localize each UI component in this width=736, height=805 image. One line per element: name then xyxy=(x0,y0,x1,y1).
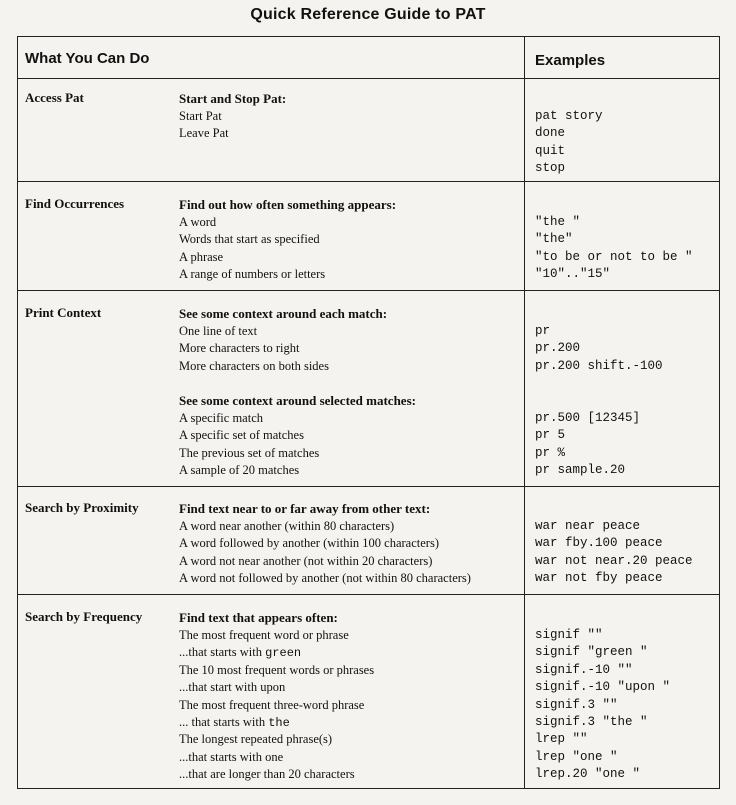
group-heading: Start and Stop Pat: xyxy=(179,91,287,106)
row-description-text: ...that starts with xyxy=(179,645,266,660)
table-row xyxy=(179,160,719,177)
row-example: lrep "" xyxy=(535,732,588,747)
row-description xyxy=(179,731,332,748)
row-description-text: The previous set of matches xyxy=(179,445,320,460)
row-example: signif "green " xyxy=(535,645,648,660)
table-row xyxy=(179,445,719,462)
section-group xyxy=(179,90,719,178)
row-description xyxy=(179,125,229,142)
table-row xyxy=(179,570,719,587)
table-header xyxy=(18,37,719,79)
table-row xyxy=(179,731,719,748)
row-description xyxy=(179,644,301,662)
row-description xyxy=(179,679,285,696)
row-description xyxy=(179,553,432,570)
row-description-text: The most frequent word or phrase xyxy=(179,628,349,642)
table-row xyxy=(179,143,719,160)
row-example: war not near.20 peace xyxy=(535,553,693,568)
group-heading: Find out how often something appears: xyxy=(179,197,397,212)
row-description xyxy=(179,231,320,248)
table-row xyxy=(179,249,719,266)
row-description-text: More characters to right xyxy=(179,341,300,356)
row-description xyxy=(179,570,471,587)
table-row xyxy=(179,679,719,696)
table-row xyxy=(179,231,719,248)
row-example: pat story xyxy=(535,109,603,123)
section-title: Print Context xyxy=(25,305,102,320)
row-description-code: the xyxy=(268,715,290,730)
row-example: "the " xyxy=(535,215,581,229)
row-description-text: One line of text xyxy=(179,324,258,338)
table-row xyxy=(179,125,719,142)
row-description-text: ... that starts with xyxy=(179,714,269,729)
row-description-text: Words that start as specified xyxy=(179,232,320,247)
row-description-code: green xyxy=(265,646,302,661)
table-row xyxy=(179,766,719,783)
row-description-text: A sample of 20 matches xyxy=(179,463,300,478)
reference-table xyxy=(17,36,720,789)
row-description-text: A word followed by another (within 100 characters) xyxy=(179,536,439,551)
section xyxy=(18,486,719,595)
row-description-text: A word not near another (not within 20 characters) xyxy=(179,553,433,568)
table-row xyxy=(179,553,719,570)
table-row xyxy=(179,662,719,679)
row-description xyxy=(179,358,329,375)
row-description-text: A word near another (within 80 characters) xyxy=(179,519,395,533)
row-example: signif "" xyxy=(535,628,603,642)
row-example: "10".."15" xyxy=(535,267,611,282)
table-row xyxy=(179,535,719,552)
section-group xyxy=(179,305,719,375)
group-heading: Find text that appears often: xyxy=(179,610,338,625)
table-row xyxy=(179,627,719,644)
row-example: war not fby peace xyxy=(535,571,663,586)
row-example: pr.500 [12345] xyxy=(535,411,641,425)
section-title: Search by Frequency xyxy=(25,609,143,624)
row-description xyxy=(179,518,394,535)
row-description-text: The longest repeated phrase(s) xyxy=(179,732,333,747)
row-example: pr % xyxy=(535,445,566,460)
row-description xyxy=(179,445,319,462)
row-description-text: ...that starts with one xyxy=(179,749,284,764)
table-row xyxy=(179,410,719,427)
row-description xyxy=(179,697,364,714)
section-group xyxy=(179,609,719,784)
table-row xyxy=(179,266,719,283)
row-example: pr 5 xyxy=(535,428,566,443)
row-example: "to be or not to be " xyxy=(535,249,693,264)
row-example: pr xyxy=(535,324,551,338)
row-example: signif.-10 "" xyxy=(535,662,633,677)
section-group xyxy=(179,500,719,588)
row-description xyxy=(179,627,349,644)
row-description xyxy=(179,766,355,783)
row-description-text: The most frequent three-word phrase xyxy=(179,697,365,712)
row-example: done xyxy=(535,126,566,141)
section xyxy=(18,594,719,790)
table-row xyxy=(179,697,719,714)
section-title: Find Occurrences xyxy=(25,196,125,211)
row-description xyxy=(179,662,374,679)
row-example: signif.3 "" xyxy=(535,697,618,712)
row-example: signif.3 "the " xyxy=(535,714,648,729)
table-row xyxy=(179,462,719,479)
row-example: quit xyxy=(535,143,566,158)
section-group xyxy=(179,196,719,284)
section xyxy=(18,78,719,182)
row-description xyxy=(179,535,439,552)
row-example: war near peace xyxy=(535,519,641,533)
row-description xyxy=(179,323,257,340)
row-description xyxy=(179,340,299,357)
row-description-text: A word not followed by another (not within 80 characters) xyxy=(179,571,471,586)
row-description xyxy=(179,749,283,766)
row-description-text: Start Pat xyxy=(179,109,222,123)
row-example: stop xyxy=(535,161,566,176)
row-description-text: More characters on both sides xyxy=(179,358,329,373)
header-what-you-can-do: What You Can Do xyxy=(25,50,150,67)
table-row xyxy=(179,427,719,444)
row-description-text: A specific match xyxy=(179,411,263,425)
row-example: pr sample.20 xyxy=(535,463,626,478)
row-description-text: A word xyxy=(179,215,217,229)
table-row xyxy=(179,644,719,661)
section xyxy=(18,290,719,487)
row-description xyxy=(179,427,304,444)
group-heading: See some context around each match: xyxy=(179,306,388,321)
row-description xyxy=(179,410,263,427)
row-description xyxy=(179,266,325,283)
row-description-text: A range of numbers or letters xyxy=(179,267,326,282)
row-example: "the" xyxy=(535,232,573,247)
row-description xyxy=(179,714,290,732)
table-row xyxy=(179,323,719,340)
row-description xyxy=(179,249,223,266)
row-description xyxy=(179,108,222,125)
group-heading: See some context around selected matches: xyxy=(179,393,416,408)
row-description-text: Leave Pat xyxy=(179,126,229,141)
row-description xyxy=(179,214,216,231)
header-examples: Examples xyxy=(535,52,606,69)
table-row xyxy=(179,108,719,125)
table-row xyxy=(179,214,719,231)
row-example: lrep "one " xyxy=(535,749,618,764)
row-description xyxy=(179,462,299,479)
row-example: signif.-10 "upon " xyxy=(535,680,671,695)
table-row xyxy=(179,358,719,375)
row-description-text: A phrase xyxy=(179,249,224,264)
group-heading: Find text near to or far away from other text: xyxy=(179,501,431,516)
section-title: Search by Proximity xyxy=(25,500,139,515)
row-example: pr.200 shift.-100 xyxy=(535,358,663,373)
row-description-text: ...that start with upon xyxy=(179,680,286,695)
table-row xyxy=(179,518,719,535)
section-title: Access Pat xyxy=(25,90,84,105)
section-group xyxy=(179,392,719,480)
row-example: lrep.20 "one " xyxy=(535,767,641,782)
row-example: war fby.100 peace xyxy=(535,536,663,551)
table-row xyxy=(179,749,719,766)
row-description-text: ...that are longer than 20 characters xyxy=(179,767,355,782)
row-example: pr.200 xyxy=(535,341,581,356)
table-row xyxy=(179,714,719,731)
page-title: Quick Reference Guide to PAT xyxy=(250,6,486,23)
row-description-text: The 10 most frequent words or phrases xyxy=(179,662,375,677)
row-description-text: A specific set of matches xyxy=(179,428,304,443)
table-row xyxy=(179,340,719,357)
section xyxy=(18,181,719,291)
